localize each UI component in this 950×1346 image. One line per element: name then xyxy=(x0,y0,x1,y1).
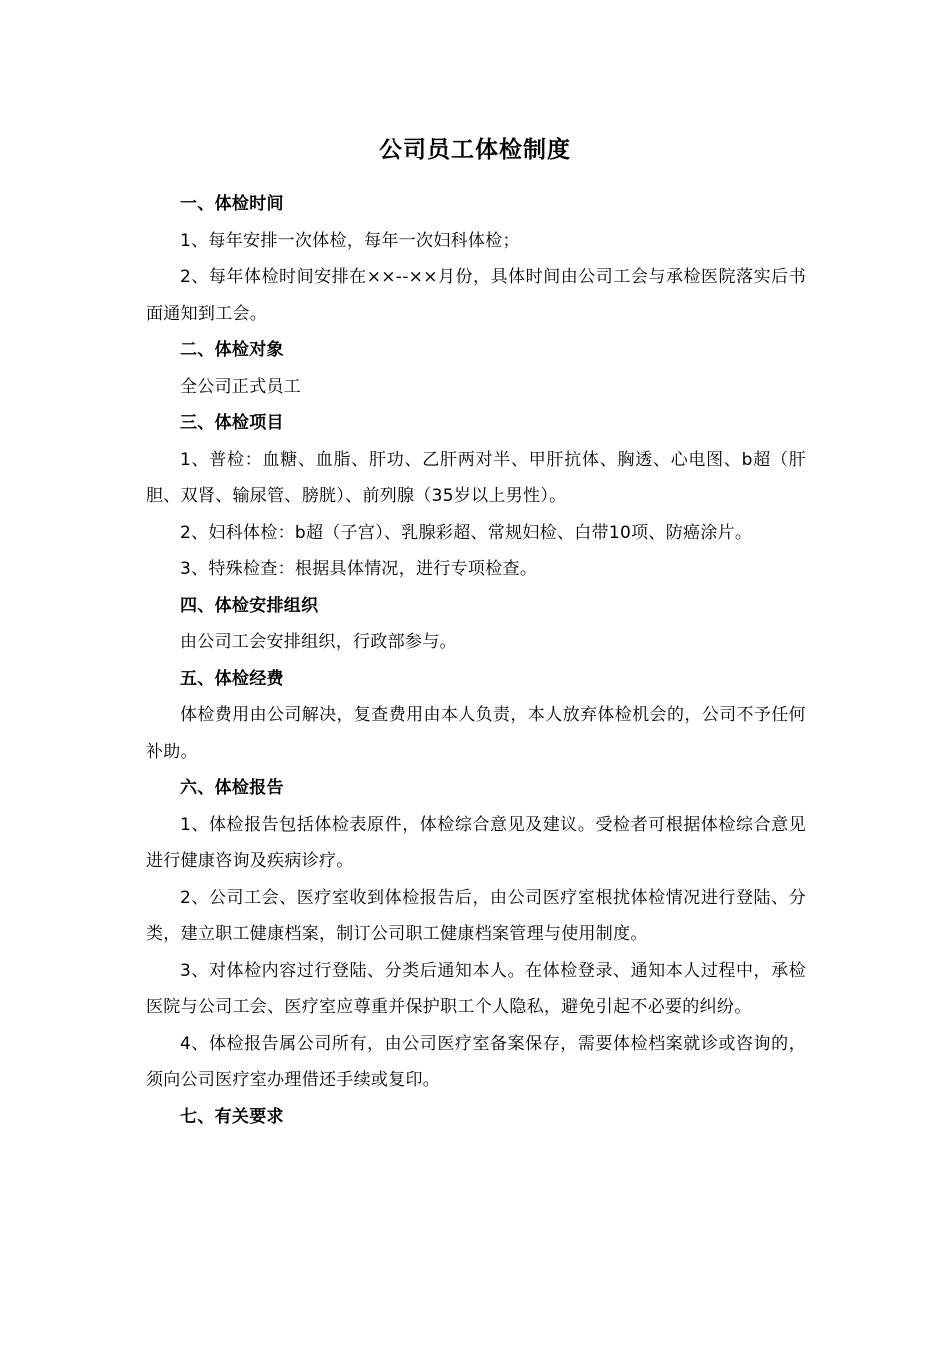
body-paragraph: 体检费用由公司解决，复查费用由本人负责，本人放弃体检机会的，公司不予任何补助。 xyxy=(146,705,806,762)
body-paragraph: 1、普检：血糖、血脂、肝功、乙肝两对半、甲肝抗体、胸透、心电图、b超（肝胆、双肾、输尿管、膀胱）、前列腺（35岁以上男性）。 xyxy=(146,449,806,506)
section-heading: 六、体检报告 xyxy=(180,778,284,798)
body-paragraph: 2、公司工会、医疗室收到体检报告后，由公司医疗室根扰体检情况进行登陆、分类，建立职工健康档案，制订公司职工健康档案管理与使用制度。 xyxy=(146,887,806,944)
section-heading: 五、体检经费 xyxy=(180,668,284,689)
body-paragraph: 4、体检报告属公司所有，由公司医疗室备案保存，需要体检档案就诊或咨询的，须向公司医疗室办理借还手续或复印。 xyxy=(146,1033,806,1090)
body-paragraph: 3、对体检内容过行登陆、分类后通知本人。在体检登录、通知本人过程中，承检医院与公司工会、医疗室应尊重并保护职工个人隐私，避免引起不必要的纠纷。 xyxy=(146,960,806,1017)
body-paragraph: 3、特殊检查：根据具体情况，进行专项检查。 xyxy=(180,559,538,579)
section-heading: 二、体检对象 xyxy=(180,340,284,360)
body-paragraph: 全公司正式员工 xyxy=(180,376,302,397)
document-title: 公司员工体检制度 xyxy=(379,137,571,163)
body-paragraph: 由公司工会安排组织，行政部参与。 xyxy=(180,632,457,652)
section-heading: 七、有关要求 xyxy=(180,1106,284,1127)
section-heading: 四、体检安排组织 xyxy=(180,595,319,616)
body-paragraph: 1、每年安排一次体检，每年一次妇科体检； xyxy=(180,230,520,251)
body-paragraph: 2、妇科体检：b超（子宫）、乳腺彩超、常规妇检、白带10项、防癌涂片。 xyxy=(180,522,753,543)
body-paragraph: 1、体检报告包括体检表原件，体检综合意见及建议。受检者可根据体检综合意见进行健康咨询及疾病诊疗。 xyxy=(146,814,806,871)
body-paragraph: 2、每年体检时间安排在××--××月份，具体时间由公司工会与承检医院落实后书面通知到工会。 xyxy=(146,267,806,324)
section-heading: 三、体检项目 xyxy=(180,413,284,433)
section-heading: 一、体检时间 xyxy=(180,194,284,214)
document-body xyxy=(146,186,806,1135)
